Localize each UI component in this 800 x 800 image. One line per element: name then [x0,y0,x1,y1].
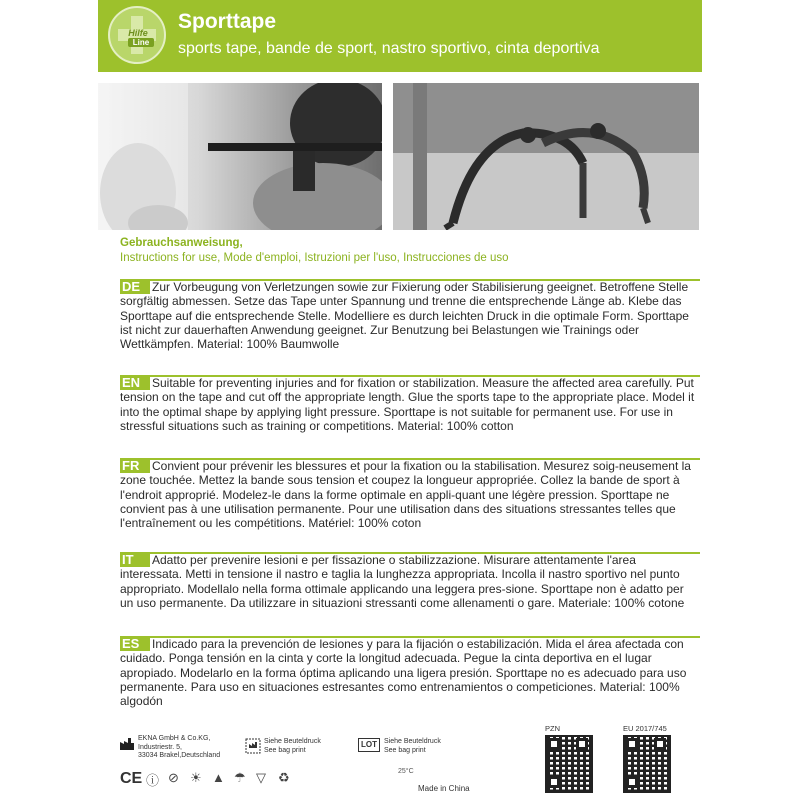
photo-yoga-pair [393,83,699,230]
section-de [120,279,700,369]
keep-dry-icon: ☂ [234,770,246,785]
instructions-heading-de: Gebrauchsanweisung, [120,237,243,249]
manufacturer-line: EKNA GmbH & Co.KG, [138,735,211,742]
bag-print-line: Siehe Beuteldruck [264,738,321,745]
section-es [120,636,700,716]
language-tag: IT [120,553,150,567]
section-fr [120,458,700,548]
ce-mark: CE [120,770,143,787]
manufacturer-line: 33034 Brakel,Deutschland [138,752,221,759]
pzn-qr-code [545,735,593,793]
language-tag: EN [120,376,150,390]
recycle-icon: ♻ [278,770,290,785]
keep-away-sunlight-icon: ☀ [190,770,202,785]
product-leaflet [98,0,702,800]
language-tag: DE [120,280,150,294]
section-text: Convient pour prévenir les blessures et pour la fixation ou la stabilisation. Mesurez soig-neusement la zone touchée. Mettez la bande sous tension et coupez la longueur appropriée. Collez la bande de sport à l'endroit approprié. Modelez-le dans la forme optimale en appli-quant une légère pression. Sporttape ne convient pas à une utilisation permanente. Pour une utilisation dans des situations stressantes telles que l'entraînement ou les compétitions. Matériel: 100% coton [120,459,691,531]
manufacturer-icon [120,738,134,750]
qr-finder [626,776,638,788]
not-sterile-icon: ▽ [256,770,266,785]
eu-regulation-label: EU 2017/745 [623,724,667,733]
bag-print-line: See bag print [384,746,426,754]
qr-finder [548,776,560,788]
logo-text: Hilfe [128,28,148,38]
yoga-illustration [393,83,699,230]
section-it [120,552,700,632]
weightlifter-illustration [98,83,382,230]
bag-print-note-b [384,738,441,755]
product-title: Sporttape [178,10,277,33]
section-text: Adatto per prevenire lesioni e per fissazione o stabilizzazione. Misurare attentamente l'area interessata. Metti in tensione il nastro e taglia la lunghezza appropriata. Incolla il nastro sportivo nel punto appropriato. Modellalo nella forma ottimale applicando una leggera pres-sione. Sporttape non è adatto per un uso permanente. Da utilizzare in situazioni stressanti come allenamenti o gare. Materiale: 100% cotone [120,553,685,610]
medical-device-icon: ▲ [212,770,225,785]
photo-weightlifter [98,83,382,230]
logo-subtext: Line [128,38,154,47]
qr-finder [548,738,560,750]
language-tag: FR [120,459,150,473]
qr-finder [626,738,638,750]
brand-logo [108,6,166,64]
instructions-heading-multilang: Instructions for use, Mode d'emploi, Istruzioni per l'uso, Instrucciones de uso [120,252,509,264]
header-banner [98,0,702,72]
eu-qr-code [623,735,671,793]
section-text: Zur Vorbeugung von Verletzungen sowie zur Fixierung oder Stabilisierung geeignet. Betroffene Stelle sorgfältig abmessen. Setze das Tape unter Spannung und trenne die entsprechende Länge ab. Klebe das Sporttape auf die entsprechende Stelle. Modelliere es durch leichten Druck in die optimale Form. Sporttape ist nicht zur dauerhaften Anwendung geeignet. Zur Benutzung bei Belastungen wie Trainings oder Wettkämpfen. Material: 100% Baumwolle [120,280,689,352]
section-en [120,375,700,455]
temperature-limit: 25°C [398,768,414,775]
instructions-icon: ⓘ [146,773,160,788]
language-tag: ES [120,637,150,651]
do-not-reuse-icon: ⊘ [168,770,179,785]
section-text: Suitable for preventing injuries and for fixation or stabilization. Measure the affected area carefully. Put tension on the tape and cut off the appropriate length. Glue the sports tape to the appropriate place. Model it into the optimal shape by applying light pressure. Sporttape is not suitable for permanent use. For use in stressful situations such as training or competitions. Material: 100% cotton [120,376,695,433]
made-in-label: Made in China [418,784,470,793]
manufacturer-address [138,735,220,761]
instructions-heading [120,236,700,266]
bag-print-note-a [264,738,321,755]
product-subtitle: sports tape, bande de sport, nastro sportivo, cinta deportiva [178,40,600,57]
manufacturer-line: Industriestr. 5, [138,743,182,751]
date-of-manufacture-icon [245,738,261,754]
pzn-label: PZN [545,724,560,733]
qr-finder [654,738,666,750]
qr-finder [576,738,588,750]
bag-print-line: Siehe Beuteldruck [384,738,441,745]
bag-print-line: See bag print [264,746,306,754]
lot-symbol: LOT [358,738,380,752]
section-text: Indicado para la prevención de lesiones y para la fijación o estabilización. Mida el área afectada con cuidado. Ponga tensión en la cinta y corte la longitud adecuada. Pegue la cinta deportiva en el lugar apropiado. Modelarlo en la forma óptima aplicando una ligera presión. Sporttape no es adecuado para uso permanente. Para uso en situaciones estresantes como entrenamientos o competiciones. Material: 100% algodón [120,637,687,709]
regulatory-symbols [120,770,320,790]
